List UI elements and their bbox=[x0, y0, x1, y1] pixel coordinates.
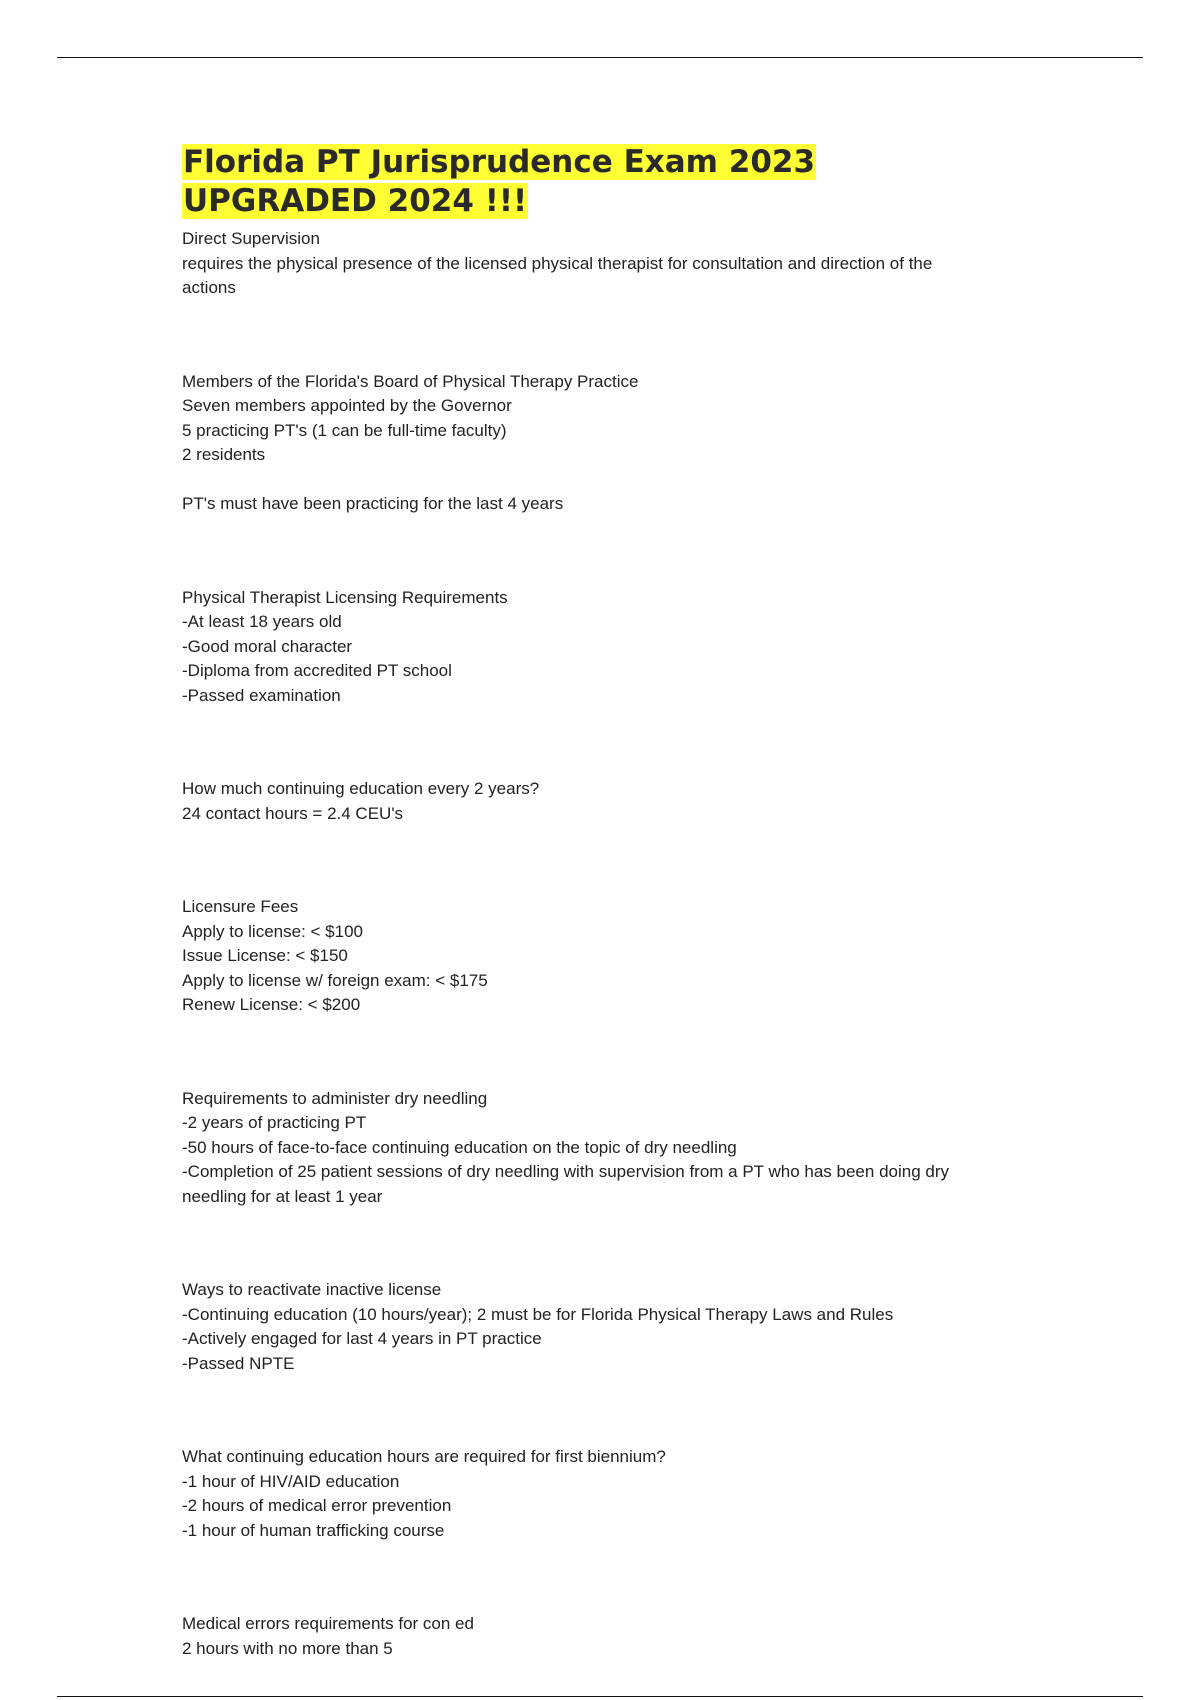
entry-term: Direct Supervision bbox=[182, 229, 320, 248]
entry-definition-line: 2 residents bbox=[182, 445, 266, 464]
entry-definition-line: needling for at least 1 year bbox=[182, 1186, 383, 1206]
entry-gap bbox=[182, 1568, 1032, 1593]
document-body bbox=[182, 143, 1032, 1661]
entry-definition-line: -Diploma from accredited PT school bbox=[182, 661, 452, 680]
entry-term: Medical errors requirements for con ed bbox=[182, 1614, 474, 1633]
entry-gap bbox=[182, 1042, 1032, 1067]
entry-gap bbox=[182, 1543, 1032, 1568]
qa-entry bbox=[182, 1445, 1032, 1612]
entry-definition-line: -1 hour of human trafficking course bbox=[182, 1520, 445, 1540]
blank-line bbox=[182, 468, 1032, 493]
entry-gap bbox=[182, 541, 1032, 566]
entry-gap bbox=[182, 1401, 1032, 1426]
entry-definition-line: -Continuing education (10 hours/year); 2 must be for Florida Physical Therapy Laws and Rules bbox=[182, 1304, 894, 1324]
entry-gap bbox=[182, 1425, 1032, 1445]
entry-definition-line: actions bbox=[182, 278, 236, 297]
entry-gap bbox=[182, 851, 1032, 876]
qa-entry bbox=[182, 777, 1032, 895]
entry-gap bbox=[182, 325, 1032, 350]
qa-entry bbox=[182, 370, 1032, 586]
entry-definition-line: Issue License: < $150 bbox=[182, 946, 348, 965]
entry-gap bbox=[182, 1376, 1032, 1401]
entry-gap bbox=[182, 1209, 1032, 1234]
entry-gap bbox=[182, 517, 1032, 542]
entry-term: Physical Therapist Licensing Requirements bbox=[182, 587, 508, 607]
entry-definition-line: -At least 18 years old bbox=[182, 612, 342, 631]
entry-gap bbox=[182, 1234, 1032, 1259]
header-rule bbox=[57, 57, 1143, 58]
entry-definition-line: -50 hours of face-to-face continuing education on the topic of dry needling bbox=[182, 1137, 737, 1157]
entry-gap bbox=[182, 1258, 1032, 1278]
entry-term: Licensure Fees bbox=[182, 897, 299, 916]
entry-definition-line: -1 hour of HIV/AID education bbox=[182, 1471, 400, 1491]
entry-gap bbox=[182, 708, 1032, 733]
entry-definition-line: -2 hours of medical error prevention bbox=[182, 1496, 452, 1515]
entry-gap bbox=[182, 757, 1032, 777]
entry-gap bbox=[182, 350, 1032, 370]
entry-definition-line: -Completion of 25 patient sessions of dry needling with supervision from a PT who has been doing dry bbox=[182, 1162, 950, 1181]
entry-term: Ways to reactivate inactive license bbox=[182, 1280, 442, 1299]
entry-definition-line: PT's must have been practicing for the last 4 years bbox=[182, 494, 564, 513]
title-line-2: UPGRADED 2024 !!! bbox=[183, 183, 528, 219]
page-title bbox=[182, 143, 1032, 221]
qa-entry bbox=[182, 227, 1032, 370]
entry-gap bbox=[182, 1067, 1032, 1087]
entry-gap bbox=[182, 301, 1032, 326]
entry-definition-line: Seven members appointed by the Governor bbox=[182, 396, 512, 415]
entry-definition-line: -Passed examination bbox=[182, 685, 341, 705]
qa-entry bbox=[182, 1278, 1032, 1445]
entry-definition-line: 24 contact hours = 2.4 CEU's bbox=[182, 803, 404, 823]
title-line-1: Florida PT Jurisprudence Exam 2023 bbox=[183, 144, 816, 180]
entry-term: Requirements to administer dry needling bbox=[182, 1088, 488, 1108]
qa-entry bbox=[182, 1087, 1032, 1279]
entry-gap bbox=[182, 875, 1032, 895]
footer-rule bbox=[57, 1696, 1143, 1697]
entry-term: How much continuing education every 2 years? bbox=[182, 779, 540, 798]
entry-definition-line: Apply to license: < $100 bbox=[182, 921, 363, 941]
entry-definition-line: requires the physical presence of the licensed physical therapist for consultation and direction of the bbox=[182, 253, 933, 273]
entry-definition-line: Apply to license w/ foreign exam: < $175 bbox=[182, 970, 488, 990]
entry-gap bbox=[182, 1592, 1032, 1612]
entry-definition-line: -Passed NPTE bbox=[182, 1353, 295, 1373]
entry-definition-line: -Actively engaged for last 4 years in PT practice bbox=[182, 1329, 542, 1348]
entry-term: Members of the Florida's Board of Physical Therapy Practice bbox=[182, 371, 639, 391]
qa-entry bbox=[182, 895, 1032, 1087]
entry-definition-line: -2 years of practicing PT bbox=[182, 1113, 367, 1132]
entry-definition-line: 5 practicing PT's (1 can be full-time faculty) bbox=[182, 420, 507, 440]
entry-gap bbox=[182, 733, 1032, 758]
entry-gap bbox=[182, 826, 1032, 851]
qa-entry bbox=[182, 1612, 1032, 1661]
entry-list bbox=[182, 227, 1032, 1661]
entry-definition-line: Renew License: < $200 bbox=[182, 995, 361, 1014]
qa-entry bbox=[182, 586, 1032, 778]
entry-term: What continuing education hours are required for first biennium? bbox=[182, 1447, 666, 1466]
entry-definition-line: -Good moral character bbox=[182, 636, 353, 656]
entry-gap bbox=[182, 566, 1032, 586]
entry-definition-line: 2 hours with no more than 5 bbox=[182, 1638, 393, 1658]
entry-gap bbox=[182, 1018, 1032, 1043]
